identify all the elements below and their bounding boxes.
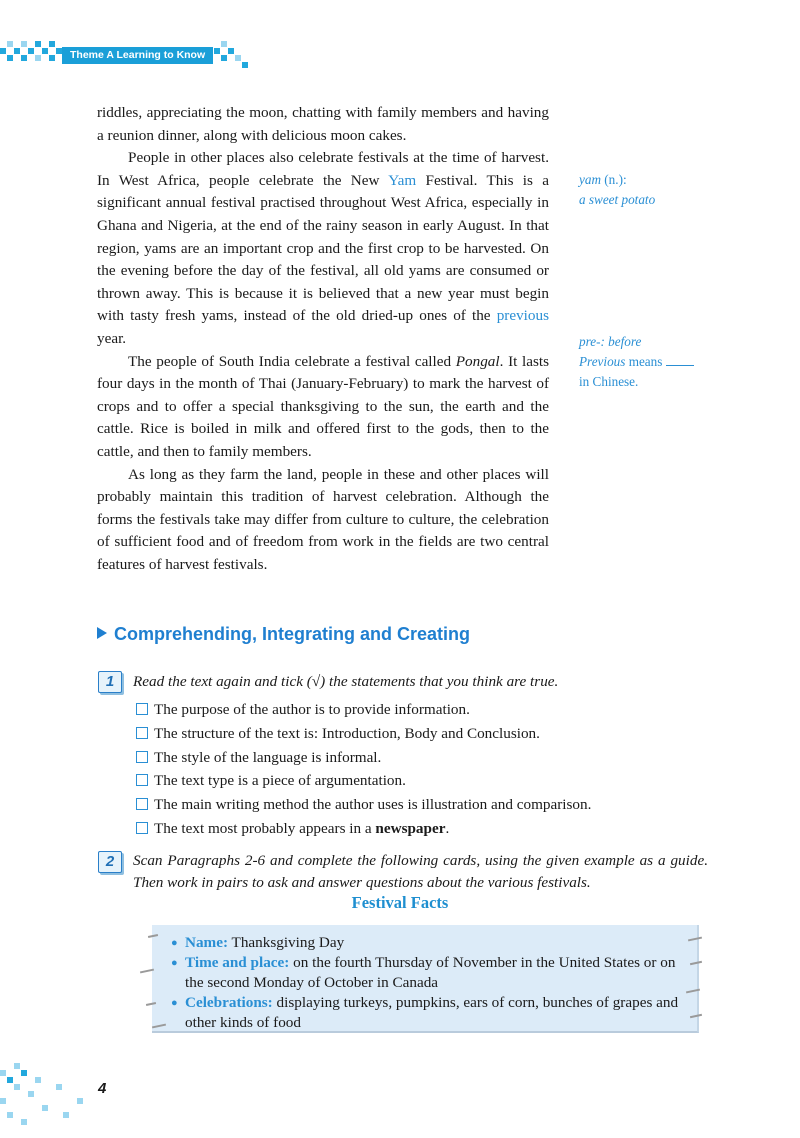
tick-checkbox[interactable]	[136, 727, 148, 739]
card-item: ● Name: Thanksgiving Day	[171, 934, 345, 951]
footer-decoration	[0, 1060, 100, 1138]
statement-list	[136, 698, 591, 841]
task-2-instruction: Scan Paragraphs 2-6 and complete the following cards, using the given example as a guide. Then work in pairs to ask and answer questions about the various festivals.	[133, 852, 708, 891]
fill-blank[interactable]	[666, 355, 694, 366]
tick-checkbox[interactable]	[136, 822, 148, 834]
statement-item: The purpose of the author is to provide information.	[136, 698, 591, 722]
keyword-previous: previous	[496, 307, 549, 325]
tick-checkbox[interactable]	[136, 703, 148, 715]
statement-item: The style of the language is informal.	[136, 746, 591, 770]
paragraph-2: People in other places also celebrate festivals at the time of harvest. In West Africa, people celebrate the New Yam Festival. This is a significant annual festival practised throughout West Africa, especially in Ghana and Nigeria, at the end of the rainy season in early August. In that region, yams are an important crop and the first crop to be harvested. On the evening before the day of the festival, all old yams are consumed or thrown away. This is because it is believed that a new year must begin with tasty fresh yams, instead of the old dried-up ones of the previous year.	[97, 149, 549, 347]
play-triangle-icon	[97, 627, 107, 639]
theme-label: Theme A Learning to Know	[62, 47, 213, 64]
reading-text	[97, 102, 549, 576]
card-title: Festival Facts	[351, 893, 449, 912]
statement-item: The text type is a piece of argumentation.	[136, 769, 591, 793]
bullet-icon: ●	[171, 997, 178, 1009]
bullet-icon: ●	[171, 937, 178, 949]
card-item: ● Celebrations: displaying turkeys, pumpkins, ears of corn, bunches of grapes and other kinds of food	[171, 994, 679, 1031]
task-1-badge: 1	[98, 671, 122, 693]
festival-name-pongal: Pongal	[455, 352, 500, 370]
card-item-list	[171, 933, 695, 1033]
bullet-icon: ●	[171, 957, 178, 969]
statement-item: The text most probably appears in a newspaper.	[136, 817, 591, 841]
section-heading: Comprehending, Integrating and Creating	[97, 624, 470, 645]
margin-note-previous: pre-: before Previous means in Chinese.	[579, 332, 694, 392]
margin-note-yam: yam (n.): a sweet potato	[579, 172, 656, 207]
task-1-instruction: Read the text again and tick (√) the statements that you think are true.	[133, 673, 559, 690]
paragraph-4: As long as they farm the land, people in these and other places will probably maintain this tradition of harvest celebration. Although the forms the festivals take may differ from culture to culture, the celebration of sufficient food and of freedom from work in the fields are two central features of harvest festivals.	[97, 465, 549, 573]
card-item: ● Time and place: on the fourth Thursday of November in the United States or on the second Monday of October in Canada	[171, 954, 676, 991]
tick-checkbox[interactable]	[136, 798, 148, 810]
page-number: 4	[98, 1080, 107, 1097]
statement-item: The main writing method the author uses is illustration and comparison.	[136, 793, 591, 817]
tick-checkbox[interactable]	[136, 774, 148, 786]
paragraph-3: The people of South India celebrate a festival called Pongal. It lasts four days in the month of Thai (January-February) to mark the harvest of crops and to offer a special thanksgiving to the sun, the earth and the cattle. Rice is boiled in milk and offered first to the gods, then to the cattle, and then to family members.	[97, 352, 549, 460]
paragraph-1: riddles, appreciating the moon, chatting with family members and having a reunion dinner, along with delicious moon cakes.	[97, 104, 549, 144]
keyword-yam: Yam	[388, 171, 417, 189]
tick-checkbox[interactable]	[136, 751, 148, 763]
task-2-badge: 2	[98, 851, 122, 873]
bold-term: newspaper	[375, 819, 446, 837]
statement-item: The structure of the text is: Introduction, Body and Conclusion.	[136, 722, 591, 746]
